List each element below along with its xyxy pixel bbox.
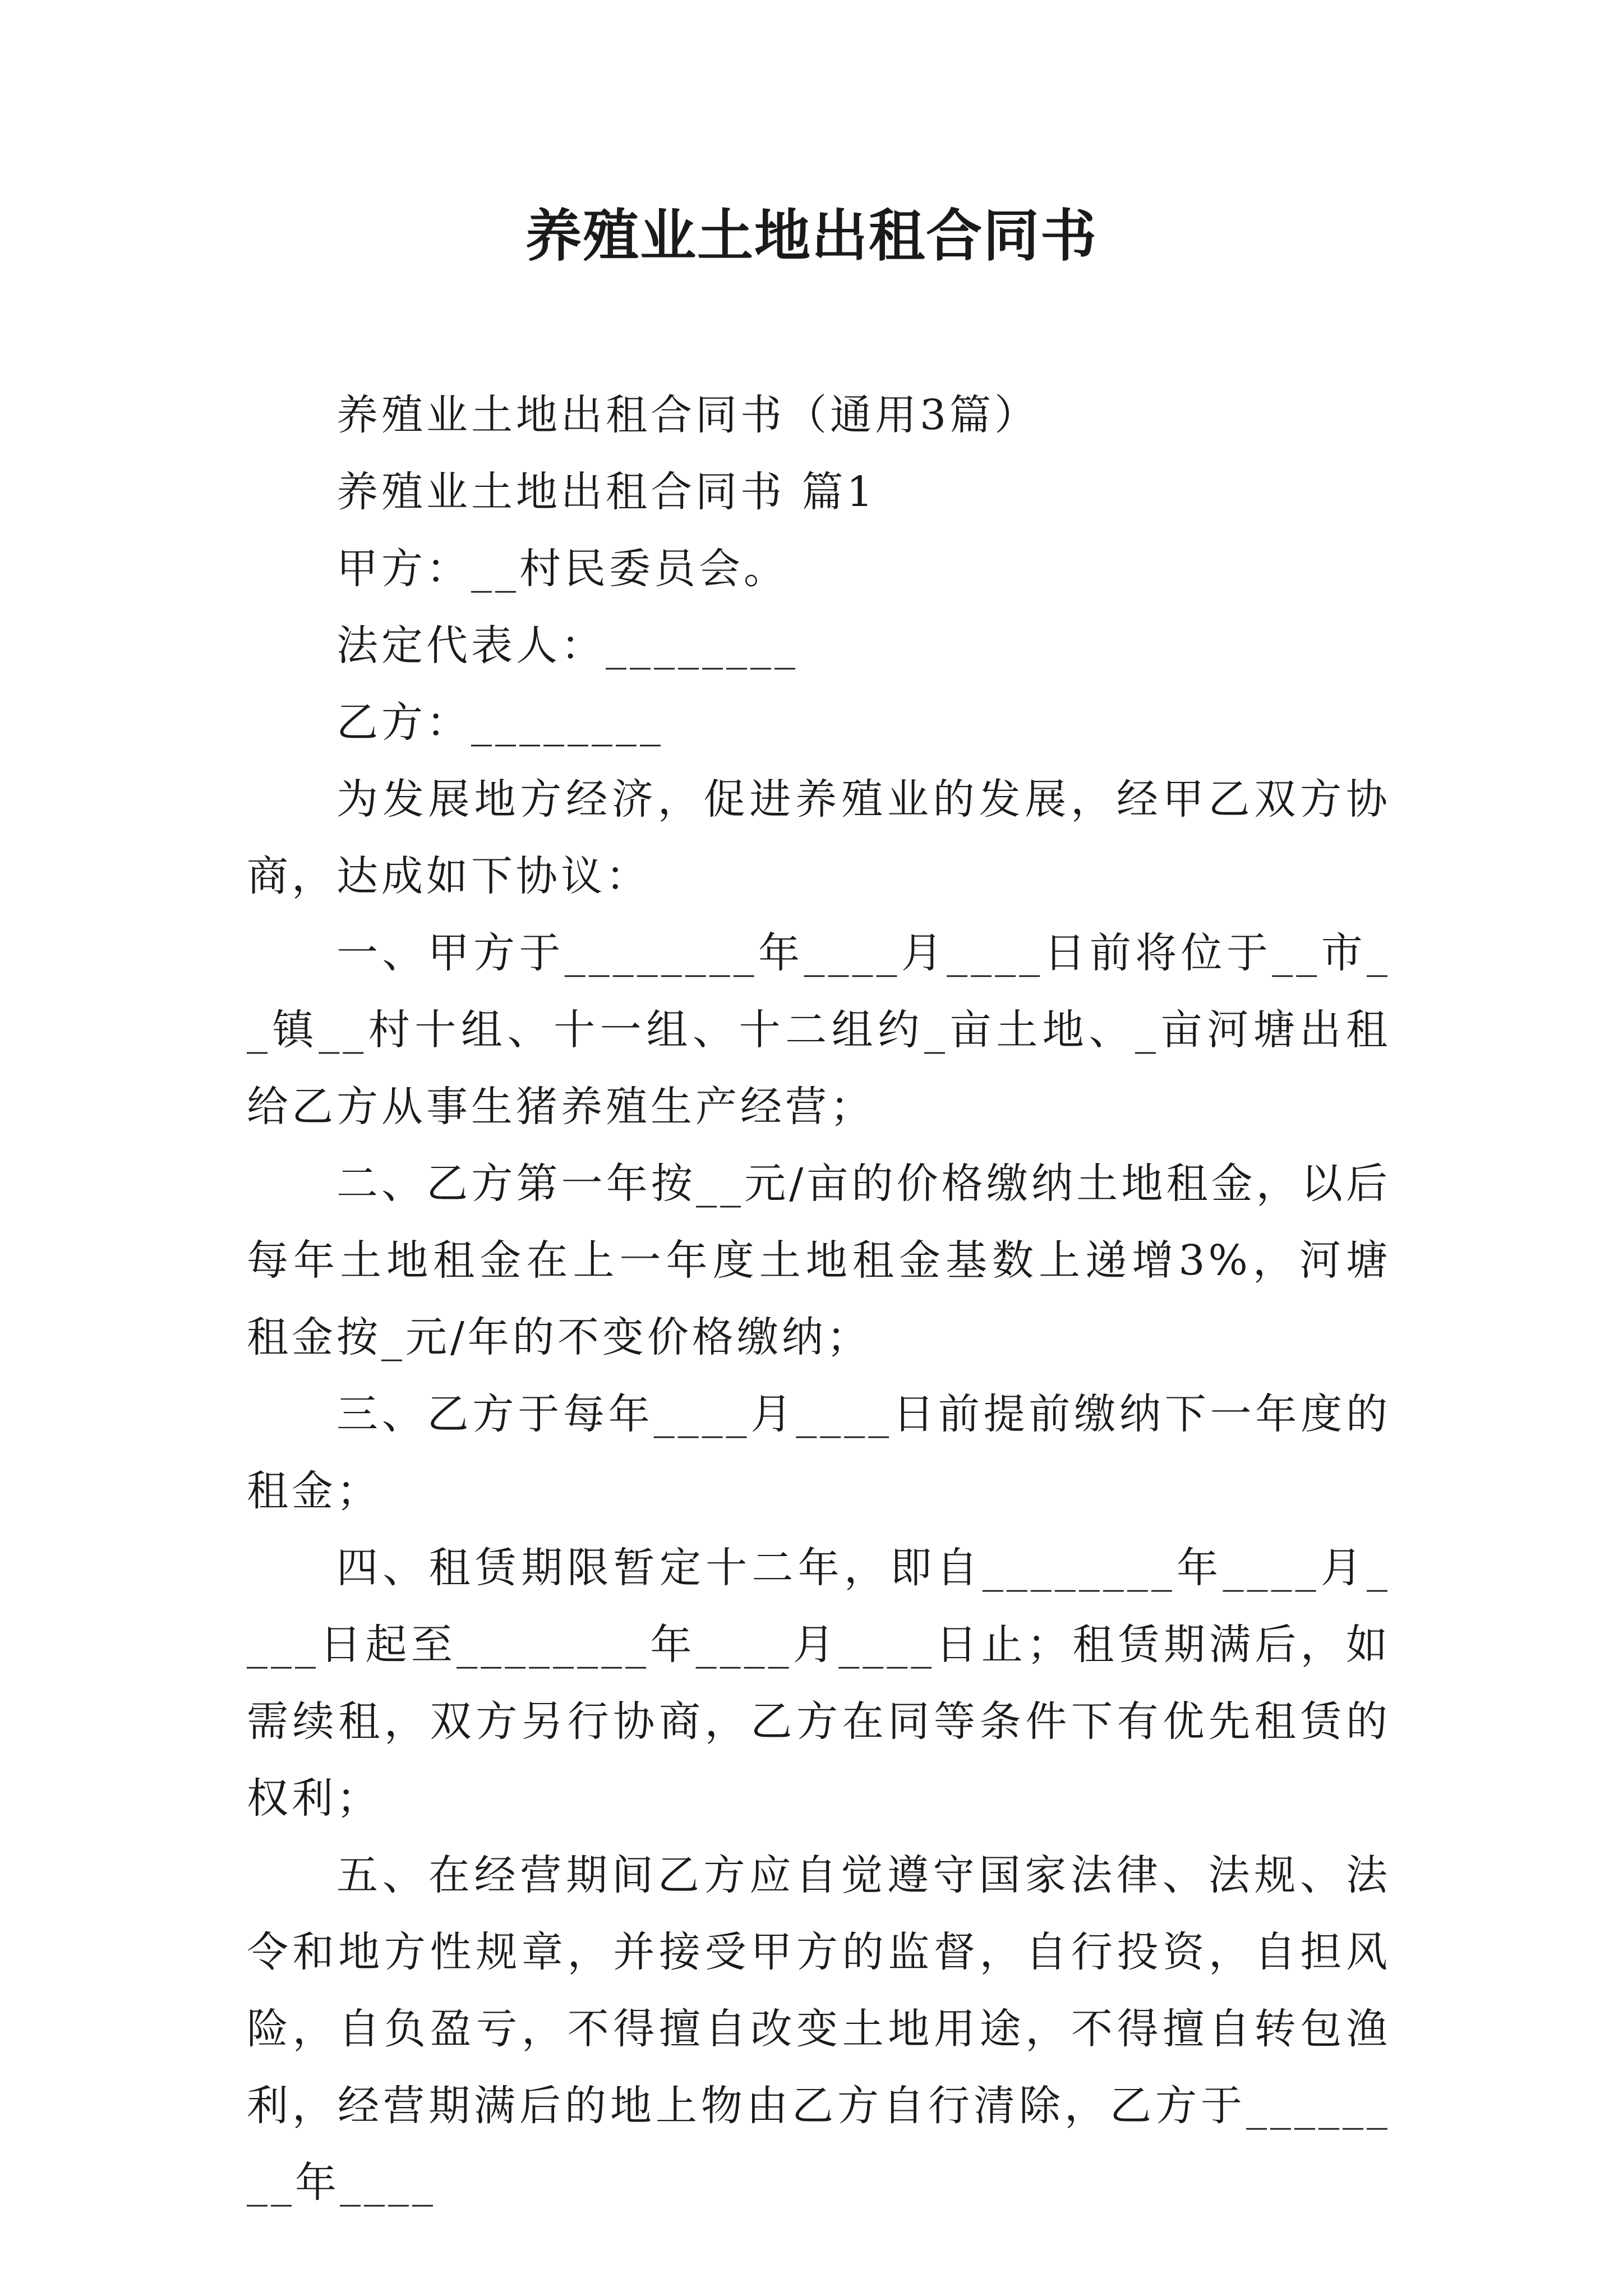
document-body (247, 377, 1391, 2221)
clause-5: 五、在经营期间乙方应自觉遵守国家法律、法规、法令和地方性规章，并接受甲方的监督，自行投资，自担风险，自负盈亏，不得擅自改变土地用途，不得擅自转包渔利，经营期满后的地上物由乙方自行清除，乙方于________年____ (247, 1851, 1391, 2207)
legal-representative-line: 法定代表人：________ (336, 622, 799, 670)
party-b-line: 乙方：________ (336, 698, 664, 747)
clause-1: 一、甲方于________年____月____日前将位于__市__镇__村十组、十一组、十二组约_亩土地、_亩河塘出租给乙方从事生猪养殖生产经营； (247, 929, 1391, 1131)
clause-3: 三、乙方于每年____月____日前提前缴纳下一年度的租金； (247, 1390, 1391, 1515)
party-a-line: 甲方：__村民委员会。 (336, 545, 789, 593)
document-title: 养殖业土地出租合同书 (525, 203, 1098, 269)
clause-2: 二、乙方第一年按__元/亩的价格缴纳土地租金，以后每年土地租金在上一年度土地租金基数上递增3%，河塘租金按_元/年的不变价格缴纳； (247, 1159, 1391, 1361)
clause-4: 四、租赁期限暂定十二年，即自________年____月____日起至________年____月____日止；租赁期满后，如需续租，双方另行协商，乙方在同等条件下有优先租赁的权利； (247, 1544, 1391, 1823)
section-heading: 养殖业土地出租合同书 篇1 (336, 468, 877, 516)
preamble-paragraph: 为发展地方经济，促进养殖业的发展，经甲乙双方协商，达成如下协议： (247, 775, 1391, 900)
subtitle-paragraph: 养殖业土地出租合同书（通用3篇） (336, 391, 1040, 439)
